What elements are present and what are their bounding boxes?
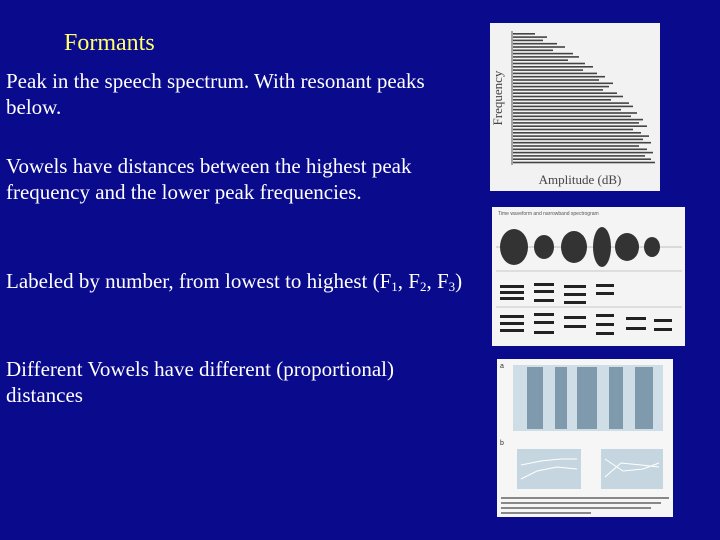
spectrum-bar [513,59,568,61]
spectrum-bar [513,125,647,127]
waveform-figure [492,207,685,346]
waveform-caption: Time waveform and narrowband spectrogram [498,211,599,217]
spectrum-xlabel: Amplitude (dB) [538,172,622,187]
spectrum-bar [513,56,579,58]
spectrum-bar [513,86,609,88]
spectrum-bar [513,69,583,71]
spectrum-bar [513,145,639,147]
formant-sep-1: , F [397,269,420,293]
spectrum-ylabel: Frequency [490,70,505,126]
spectrum-bar [513,46,565,48]
spectrum-bar [513,99,611,101]
spectrum-bar [513,109,621,111]
spectrum-bar [513,76,605,78]
paragraph-speech-spectrum: Peak in the speech spectrum. With resonant peaks below. [6,69,425,119]
spectrum-bar [513,66,593,68]
paragraph-vowel-distances: Vowels have distances between the highest peak frequency and the lower peak frequencies. [6,154,412,204]
spectrum-bar [513,33,535,35]
formant-sub-2: 2 [419,279,427,294]
spectrum-bar [513,102,629,104]
spectrum-bar [513,162,655,164]
spectrum-bar [513,158,651,160]
spectrum-bar [513,122,639,124]
spectrogram-panel-b-label: b [500,440,504,447]
spectrum-bar [513,116,631,118]
spectrum-bar [513,36,547,38]
formant-sub-3: 3 [448,279,456,294]
spectrum-bar [513,149,647,151]
spectrum-bar [513,106,633,108]
slide-title: Formants [64,30,155,56]
spectrum-figure [490,23,660,191]
spectrogram-panel-a-label: a [500,363,504,370]
spectrum-bar [513,119,643,121]
spectrum-bar [513,96,623,98]
spectrum-bar [513,63,585,65]
spectrum-bar [513,142,651,144]
spectrum-bar [513,152,653,154]
spectrogram-caption-lines [501,497,669,514]
spectrogram-figure [497,359,673,517]
spectrum-bar [513,135,649,137]
spectrogram-plot [497,359,673,517]
spectrum-bar [513,129,633,131]
formant-sep-2: , F [426,269,449,293]
spectrum-bar [513,79,599,81]
spectrum-bar [513,92,617,94]
spectrum-bar [513,89,603,91]
waveform-plot [492,207,685,346]
waveform-bursts [500,227,660,267]
spectrum-bar [513,50,553,52]
spectrum-bar [513,73,597,75]
formant-labels-suffix: ) [455,269,463,293]
spectrogram-strip [500,283,672,335]
spectrum-plot [490,23,660,191]
paragraph-different-vowels: Different Vowels have different (proportional) distances [6,357,394,407]
spectrum-bar [513,40,543,42]
spectrum-bars [513,33,655,163]
spectrum-bar [513,43,557,45]
spectrum-bar [513,83,613,85]
spectrum-bar [513,139,643,141]
formant-sub-1: 1 [391,279,398,294]
spectrum-bar [513,53,573,55]
formant-labels-prefix: Labeled by number, from lowest to highest (F [6,269,392,293]
spectrum-bar [513,155,645,157]
spectrum-bar [513,112,637,114]
paragraph-formant-labels [6,268,476,294]
spectrum-bar [513,132,641,134]
